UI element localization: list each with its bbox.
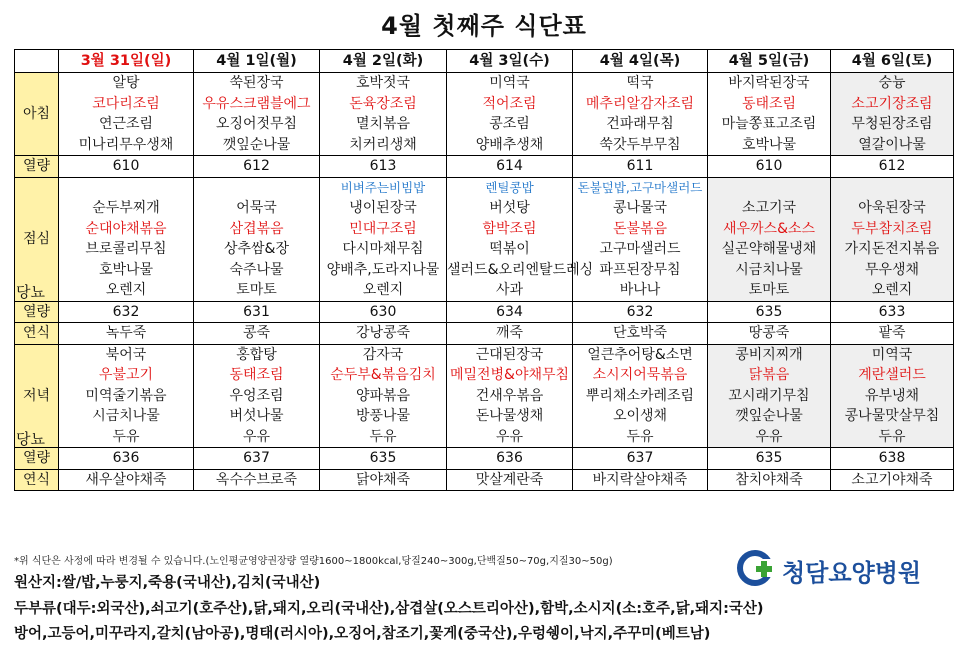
menu-item: 실곤약해물냉채 <box>721 241 817 257</box>
lunch-cell <box>320 177 447 301</box>
afternoon_snack-cell: 강낭콩죽 <box>320 323 447 345</box>
menu-item: 우유 <box>755 428 783 445</box>
menu-item: 건새우볶음 <box>475 387 544 404</box>
dinner-label <box>15 344 59 448</box>
lunch-cell <box>194 177 320 301</box>
afternoon_snack-cell: 땅콩죽 <box>708 323 831 345</box>
origin-line-1: 원산지:쌀/밥,누룽지,죽용(국내산),김치(국내산) <box>14 575 321 591</box>
menu-item: 미역국 <box>871 346 913 363</box>
dinner_calories-cell: 635 <box>320 448 447 470</box>
menu-item: 미역줄기볶음 <box>85 387 167 404</box>
dinner-cell <box>320 344 447 448</box>
menu-item: 돈나물생채 <box>475 408 544 424</box>
menu-item: 떡볶이 <box>489 241 530 257</box>
origin-line-3: 방어,고등어,미꾸라지,갈치(남아공),명태(러시아),오징어,참조기,꽃게(중국산),우렁쉥이,낙지,주꾸미(베트남) <box>14 626 711 642</box>
menu-item: 두부참치조림 <box>851 220 933 237</box>
afternoon_snack-row <box>15 323 954 345</box>
dinner-cell <box>447 344 573 448</box>
menu-item: 무우생채 <box>864 261 920 278</box>
menu-item: 치커리생채 <box>349 136 417 153</box>
breakfast_calories-cell: 610 <box>59 156 194 178</box>
menu-item: 새우까스&소스 <box>722 220 816 237</box>
page-title: 4월 첫째주 식단표 <box>381 12 587 40</box>
lunch_calories-cell: 634 <box>447 301 573 323</box>
menu-item: 방풍나물 <box>355 408 411 424</box>
menu-item: 닭볶음 <box>748 367 790 383</box>
dinner_calories-cell: 637 <box>573 448 708 470</box>
menu-item: 토마토 <box>748 282 790 298</box>
menu-item: 코다리조림 <box>92 95 160 112</box>
menu-item: 마늘쫑표고조림 <box>721 116 817 132</box>
lunch-cell <box>708 177 831 301</box>
menu-item: 호박나물 <box>98 261 154 278</box>
menu-item <box>831 178 953 199</box>
day-header: 4월 1일(월) <box>194 50 320 73</box>
breakfast_calories-cell: 610 <box>708 156 831 178</box>
afternoon_snack-label: 연식 <box>15 323 59 345</box>
hospital-logo <box>738 551 958 585</box>
menu-item: 오렌지 <box>105 282 147 298</box>
day-header: 3월 31일(일) <box>59 50 194 73</box>
menu-item: 샐러드&오리엔탈드레싱 <box>447 261 594 278</box>
menu-item: 호박나물 <box>741 136 797 153</box>
menu-item: 오렌지 <box>362 282 404 298</box>
menu-item: 홍합탕 <box>236 346 277 363</box>
day-header: 4월 5일(금) <box>708 50 831 73</box>
nutrition-footnote: *위 식단은 사정에 따라 변경될 수 있습니다.(노인평균영양권장량 열량1600~1800kcal,당질240~300g,단백질50~70g,지질30~50g) <box>14 556 613 567</box>
dinner_calories-row <box>15 448 954 470</box>
menu-item: 냉이된장국 <box>349 200 417 216</box>
menu-item: 미나리무우생채 <box>78 136 174 153</box>
lunch-cell <box>573 177 708 301</box>
menu-item: 두유 <box>626 428 654 445</box>
day-header: 4월 4일(목) <box>573 50 708 73</box>
evening_snack-cell: 바지락살야채죽 <box>573 469 708 491</box>
lunch-cell <box>59 177 194 301</box>
dinner-cell <box>708 344 831 448</box>
lunch_calories-label: 열량 <box>15 301 59 323</box>
menu-item: 연근조림 <box>98 116 154 132</box>
menu-item: 호박젓국 <box>355 75 411 91</box>
menu-item: 소시지어묵볶음 <box>592 367 688 383</box>
menu-item: 감자국 <box>362 346 404 363</box>
menu-item: 시금치나물 <box>92 408 160 424</box>
menu-item: 가지돈전지볶음 <box>844 241 940 257</box>
lunch-label <box>15 177 59 301</box>
menu-item: 메밀전병&야채무침 <box>449 367 570 383</box>
breakfast_calories-row <box>15 156 954 178</box>
diabetic-label: 당뇨 <box>16 429 45 448</box>
menu-item: 돈육장조림 <box>349 95 417 112</box>
lunch-cell <box>447 177 594 301</box>
breakfast_calories-cell: 614 <box>447 156 573 178</box>
menu-item <box>708 178 830 199</box>
menu-item: 사과 <box>495 282 524 298</box>
menu-item: 오징어젓무침 <box>215 116 298 132</box>
dinner_calories-cell: 637 <box>194 448 320 470</box>
menu-item: 우유스크램블에그 <box>202 95 311 112</box>
corner-cell <box>15 50 59 73</box>
breakfast-cell <box>59 73 194 156</box>
menu-item: 두유 <box>878 428 906 445</box>
menu-item: 오렌지 <box>871 282 913 298</box>
menu-item: 양배추,도라지나물 <box>326 261 440 278</box>
afternoon_snack-cell: 깨죽 <box>447 323 573 345</box>
menu-item: 렌틸콩밥 <box>485 179 534 195</box>
menu-item: 얼큰추어탕&소면 <box>587 346 693 363</box>
menu-item: 두유 <box>369 428 397 445</box>
menu-item: 동태조림 <box>229 367 284 383</box>
menu-item: 적어조림 <box>482 95 537 112</box>
hospital-logo-icon <box>738 551 778 585</box>
breakfast_calories-cell: 611 <box>573 156 708 178</box>
breakfast-cell <box>447 73 573 156</box>
menu-item: 브로콜리무침 <box>85 241 167 257</box>
menu-item: 우엉조림 <box>229 387 284 404</box>
dinner-row <box>15 344 954 448</box>
menu-item: 유부냉채 <box>864 387 920 404</box>
menu-item: 돈불덮밥,고구마샐러드 <box>577 179 703 195</box>
breakfast-row <box>15 73 954 156</box>
breakfast_calories-cell: 612 <box>194 156 320 178</box>
menu-item: 뿌리채소카레조림 <box>585 387 695 404</box>
menu-item: 오이생채 <box>612 408 668 424</box>
lunch_calories-row <box>15 301 954 323</box>
menu-item: 콩나물맛살무침 <box>844 408 940 424</box>
lunch_calories-cell: 632 <box>59 301 194 323</box>
lunch-label-text: 점심 <box>22 230 51 247</box>
menu-item: 동태조림 <box>741 95 797 112</box>
lunch_calories-cell: 632 <box>573 301 708 323</box>
menu-item: 멸치볶음 <box>355 116 411 132</box>
menu-item: 건파래무침 <box>606 116 674 132</box>
lunch_calories-cell: 633 <box>831 301 954 323</box>
menu-item: 깻잎순나물 <box>735 408 803 424</box>
breakfast-cell <box>573 73 708 156</box>
menu-item: 콩비지찌개 <box>735 346 803 363</box>
menu-item: 콩조림 <box>489 116 530 132</box>
menu-item: 미역국 <box>489 75 530 91</box>
lunch_calories-cell: 631 <box>194 301 320 323</box>
menu-item: 상추쌈&장 <box>223 241 289 257</box>
menu-item: 돈불볶음 <box>612 220 668 237</box>
menu-item: 파프된장무침 <box>599 261 681 278</box>
breakfast-label <box>15 73 59 156</box>
hospital-name: 청담요양병원 <box>782 559 922 587</box>
menu-item: 쑥갓두부무침 <box>599 136 681 153</box>
menu-item: 떡국 <box>626 75 654 91</box>
day-header-row <box>15 50 954 73</box>
menu-item: 깻잎순나물 <box>222 136 291 153</box>
breakfast-cell <box>194 73 320 156</box>
lunch-row <box>15 177 954 301</box>
menu-item: 우불고기 <box>98 367 154 383</box>
menu-item: 고구마샐러드 <box>599 241 681 257</box>
dinner-cell <box>59 344 194 448</box>
breakfast-cell <box>831 73 954 156</box>
dinner-label-text: 저녁 <box>22 387 51 404</box>
dinner-cell <box>194 344 320 448</box>
breakfast-cell <box>708 73 831 156</box>
menu-item: 아욱된장국 <box>858 200 926 216</box>
day-header: 4월 2일(화) <box>320 50 447 73</box>
menu-item: 무청된장조림 <box>851 116 933 132</box>
breakfast_calories-label: 열량 <box>15 156 59 178</box>
menu-item: 다시마채무침 <box>342 241 424 257</box>
menu-item: 메추리알감자조림 <box>585 95 695 112</box>
dinner_calories-cell: 636 <box>59 448 194 470</box>
evening_snack-cell: 소고기야채죽 <box>831 469 954 491</box>
menu-item: 콩나물국 <box>612 200 668 216</box>
day-header: 4월 3일(수) <box>447 50 573 73</box>
afternoon_snack-cell: 팥죽 <box>831 323 954 345</box>
lunch_calories-cell: 630 <box>320 301 447 323</box>
dinner_calories-label: 열량 <box>15 448 59 470</box>
menu-item: 북어국 <box>105 346 147 363</box>
evening_snack-cell: 닭야채죽 <box>320 469 447 491</box>
menu-item: 숭늉 <box>878 75 906 91</box>
menu-item: 함박조림 <box>482 220 537 237</box>
menu-item: 순두부&볶음김치 <box>330 367 436 383</box>
menu-item: 바지락된장국 <box>728 75 810 91</box>
evening_snack-cell: 새우살야채죽 <box>59 469 194 491</box>
dinner-cell <box>573 344 708 448</box>
menu-item: 토마토 <box>236 282 277 298</box>
menu-item <box>194 178 319 199</box>
menu-item: 우유 <box>495 428 524 445</box>
breakfast-cell <box>320 73 447 156</box>
breakfast-label-text: 아침 <box>22 105 51 122</box>
menu-item: 근대된장국 <box>475 346 544 363</box>
day-header: 4월 6일(토) <box>831 50 954 73</box>
menu-item: 시금치나물 <box>735 261 803 278</box>
evening_snack-cell: 맛살계란죽 <box>447 469 573 491</box>
menu-item: 버섯탕 <box>489 200 530 216</box>
menu-item: 버섯나물 <box>229 408 284 424</box>
menu-item: 우유 <box>242 428 271 445</box>
menu-item: 양배추생채 <box>475 136 544 153</box>
menu-item: 열갈이나물 <box>858 136 926 153</box>
menu-item: 민대구조림 <box>349 220 417 237</box>
menu-item: 두유 <box>112 428 140 445</box>
dinner_calories-cell: 636 <box>447 448 573 470</box>
evening_snack-row <box>15 469 954 491</box>
menu-item: 어묵국 <box>236 200 277 216</box>
menu-item: 순대야채볶음 <box>85 220 167 237</box>
menu-item: 비벼주는비빔밥 <box>340 179 426 195</box>
evening_snack-cell: 옥수수브로죽 <box>194 469 320 491</box>
menu-item: 순두부찌개 <box>92 200 160 216</box>
menu-item: 숙주나물 <box>229 261 284 278</box>
menu-item: 소고기국 <box>741 200 797 216</box>
afternoon_snack-cell: 콩죽 <box>194 323 320 345</box>
diabetic-label: 당뇨 <box>16 283 45 301</box>
dinner-cell <box>831 344 954 448</box>
menu-item: 삼겹볶음 <box>229 220 284 237</box>
menu-item: 바나나 <box>619 282 661 298</box>
menu-item <box>59 178 193 199</box>
menu-item: 쑥된장국 <box>229 75 284 91</box>
origin-line-2: 두부류(대두:외국산),쇠고기(호주산),닭,돼지,오리(국내산),삼겹살(오스트리아산),함박,소시지(소:호주,닭,돼지:국산) <box>14 601 764 617</box>
menu-item: 꼬시래기무침 <box>728 387 810 404</box>
menu-item: 양파볶음 <box>355 387 411 404</box>
breakfast_calories-cell: 612 <box>831 156 954 178</box>
dinner_calories-cell: 635 <box>708 448 831 470</box>
lunch-cell <box>831 177 954 301</box>
afternoon_snack-cell: 단호박죽 <box>573 323 708 345</box>
breakfast_calories-cell: 613 <box>320 156 447 178</box>
menu-item: 소고기장조림 <box>851 95 933 112</box>
dinner_calories-cell: 638 <box>831 448 954 470</box>
weekly-menu-table <box>14 49 954 491</box>
lunch_calories-cell: 635 <box>708 301 831 323</box>
afternoon_snack-cell: 녹두죽 <box>59 323 194 345</box>
evening_snack-cell: 참치야채죽 <box>708 469 831 491</box>
menu-item: 알탕 <box>112 75 140 91</box>
menu-item: 계란샐러드 <box>858 367 926 383</box>
evening_snack-label: 연식 <box>15 469 59 491</box>
